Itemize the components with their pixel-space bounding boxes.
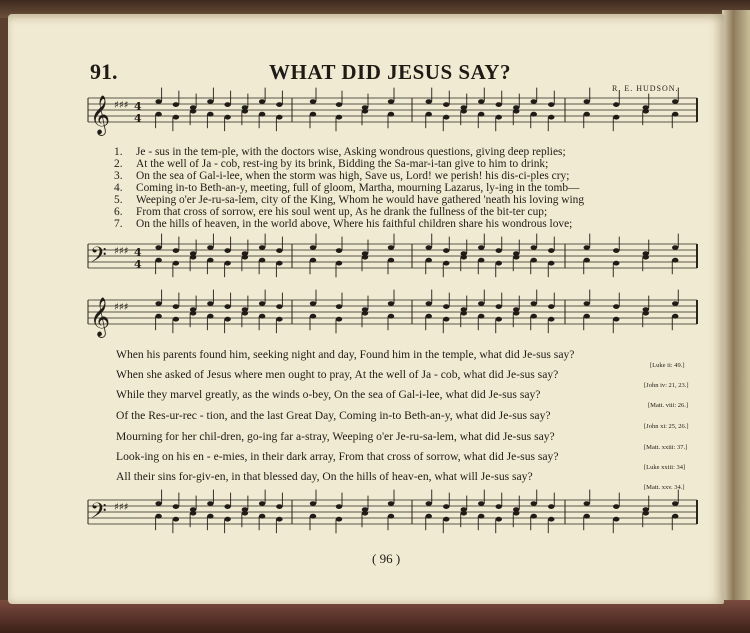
note-head — [426, 301, 432, 306]
note-head — [426, 258, 432, 263]
note-head — [242, 311, 248, 316]
note-head — [362, 511, 368, 516]
note-head — [531, 514, 537, 519]
note-head — [173, 317, 179, 322]
scripture-reference-5: [Matt. xxiii: 37.] — [644, 444, 688, 451]
note-head — [276, 304, 282, 309]
key-signature: ♯♯♯ — [114, 502, 129, 513]
note-head — [173, 504, 179, 509]
note-head — [173, 115, 179, 120]
note-head — [461, 311, 467, 316]
note-head — [426, 245, 432, 250]
note-head — [155, 258, 161, 263]
key-signature: ♯♯♯ — [114, 246, 129, 257]
note-head — [672, 301, 678, 306]
time-signature: 4 — [134, 258, 142, 271]
note-head — [207, 314, 213, 319]
note-head — [548, 248, 554, 253]
note-head — [531, 258, 537, 263]
note-head — [584, 245, 590, 250]
note-head — [496, 261, 502, 266]
note-head — [584, 501, 590, 506]
note-head — [443, 115, 449, 120]
note-head — [496, 102, 502, 107]
note-head — [190, 511, 196, 516]
verse-line-7: 7. On the hills of heaven, in the world above, Where his faithful children share his wondrous love; — [114, 218, 573, 230]
note-head — [496, 115, 502, 120]
note-head — [224, 317, 230, 322]
note-head — [461, 109, 467, 114]
note-head — [336, 261, 342, 266]
refrain-line-7: All their sins for-giv-en, in that blessed day, On the hills of heav-en, what will Je-sus say? — [116, 470, 533, 483]
note-head — [224, 504, 230, 509]
note-head — [443, 102, 449, 107]
note-head — [426, 112, 432, 117]
note-head — [362, 311, 368, 316]
note-head — [478, 314, 484, 319]
note-head — [672, 501, 678, 506]
note-head — [548, 304, 554, 309]
note-head — [584, 258, 590, 263]
note-head — [478, 245, 484, 250]
note-head — [443, 248, 449, 253]
note-head — [173, 102, 179, 107]
note-head — [155, 245, 161, 250]
note-head — [613, 248, 619, 253]
note-head — [155, 501, 161, 506]
scripture-reference-1: [Luke ii: 49.] — [650, 362, 685, 369]
note-head — [207, 514, 213, 519]
note-head — [461, 511, 467, 516]
note-head — [613, 115, 619, 120]
note-head — [478, 99, 484, 104]
note-head — [388, 258, 394, 263]
note-head — [461, 255, 467, 260]
note-head — [155, 514, 161, 519]
note-head — [388, 112, 394, 117]
note-head — [310, 245, 316, 250]
note-head — [548, 102, 554, 107]
note-head — [336, 102, 342, 107]
note-head — [336, 517, 342, 522]
note-head — [224, 261, 230, 266]
note-head — [276, 248, 282, 253]
note-head — [672, 258, 678, 263]
note-head — [513, 511, 519, 516]
note-head — [259, 314, 265, 319]
note-head — [259, 501, 265, 506]
composer-credit: R. E. HUDSON. — [612, 84, 679, 93]
note-head — [276, 261, 282, 266]
note-head — [443, 517, 449, 522]
scripture-reference-4: [John xi: 25, 26.] — [644, 423, 689, 430]
note-head — [224, 304, 230, 309]
note-head — [613, 304, 619, 309]
refrain-line-6: Look-ing on his en - e-mies, in their dark array, From that cross of sorrow, what did Je-sus say? — [116, 450, 559, 463]
note-head — [388, 501, 394, 506]
note-head — [388, 245, 394, 250]
note-head — [388, 301, 394, 306]
verse-line-2: 2. At the well of Ja - cob, rest-ing by its brink, Bidding the Sa-mar-i-tan give to him to drink; — [114, 158, 549, 170]
verse-line-5: 5. Weeping o'er Je-ru-sa-lem, city of the King, Whom he would have gathered 'neath his loving wing — [114, 194, 585, 206]
note-head — [242, 255, 248, 260]
note-head — [310, 301, 316, 306]
note-head — [155, 301, 161, 306]
note-head — [388, 314, 394, 319]
note-head — [443, 304, 449, 309]
note-head — [173, 248, 179, 253]
page-number: ( 96 ) — [372, 551, 401, 566]
note-head — [224, 517, 230, 522]
note-head — [496, 317, 502, 322]
hymn-title: WHAT DID JESUS SAY? — [269, 60, 511, 84]
note-head — [672, 112, 678, 117]
note-head — [531, 301, 537, 306]
note-head — [190, 109, 196, 114]
note-head — [443, 504, 449, 509]
note-head — [672, 514, 678, 519]
note-head — [388, 514, 394, 519]
note-head — [643, 255, 649, 260]
note-head — [190, 311, 196, 316]
note-head — [259, 245, 265, 250]
note-head — [672, 99, 678, 104]
note-head — [584, 301, 590, 306]
key-signature: ♯♯♯ — [114, 302, 129, 313]
bass-clef: 𝄢 — [90, 499, 107, 529]
note-head — [443, 317, 449, 322]
note-head — [478, 258, 484, 263]
note-head — [584, 112, 590, 117]
note-head — [173, 517, 179, 522]
note-head — [207, 301, 213, 306]
note-head — [190, 255, 196, 260]
scripture-reference-2: [John iv: 21, 23.] — [644, 382, 689, 389]
note-head — [310, 258, 316, 263]
note-head — [478, 501, 484, 506]
scripture-reference-6: [Luke xxiii: 34] — [644, 464, 686, 471]
note-head — [173, 261, 179, 266]
note-head — [531, 245, 537, 250]
note-head — [310, 112, 316, 117]
note-head — [155, 314, 161, 319]
note-head — [531, 501, 537, 506]
note-head — [513, 311, 519, 316]
note-head — [613, 504, 619, 509]
key-signature: ♯♯♯ — [114, 100, 129, 111]
note-head — [388, 99, 394, 104]
note-head — [548, 517, 554, 522]
time-signature: 4 — [134, 100, 142, 113]
note-head — [224, 102, 230, 107]
verse-line-4: 4. Coming in-to Beth-an-y, meeting, full of gloom, Martha, mourning Lazarus, ly-ing in the tomb— — [114, 182, 580, 194]
refrain-line-3: While they marvel greatly, as the winds o-bey, On the sea of Gal-i-lee, what did Je-sus say? — [116, 388, 541, 401]
treble-clef: 𝄞 — [90, 297, 111, 337]
refrain-line-5: Mourning for her chil-dren, go-ing far a-stray, Weeping o'er Je-ru-sa-lem, what did Je-sus say? — [116, 430, 555, 443]
note-head — [531, 314, 537, 319]
hymn-number: 91. — [90, 59, 118, 84]
refrain-line-1: When his parents found him, seeking night and day, Found him in the temple, what did Je-sus say? — [116, 348, 575, 361]
refrain-line-4: Of the Res-ur-rec - tion, and the last Great Day, Coming in-to Beth-an-y, what did Je-sus say? — [116, 409, 551, 422]
note-head — [276, 517, 282, 522]
note-head — [426, 501, 432, 506]
note-head — [496, 504, 502, 509]
note-head — [362, 109, 368, 114]
note-head — [478, 514, 484, 519]
note-head — [548, 115, 554, 120]
note-head — [478, 301, 484, 306]
note-head — [310, 99, 316, 104]
note-head — [259, 258, 265, 263]
note-head — [426, 314, 432, 319]
note-head — [155, 99, 161, 104]
time-signature: 4 — [134, 112, 142, 125]
note-head — [672, 245, 678, 250]
note-head — [173, 304, 179, 309]
scripture-reference-7: [Matt. xxv. 34.] — [644, 484, 685, 491]
note-head — [207, 501, 213, 506]
note-head — [242, 109, 248, 114]
verse-line-3: 3. On the sea of Gal-i-lee, when the storm was high, Save us, Lord! we perish! his dis-ci-ples cry; — [114, 170, 570, 182]
note-head — [513, 109, 519, 114]
refrain-line-2: When she asked of Jesus where men ought to pray, At the well of Ja - cob, what did Je-sus say? — [116, 368, 559, 381]
note-head — [443, 261, 449, 266]
note-head — [548, 261, 554, 266]
note-head — [548, 317, 554, 322]
note-head — [336, 115, 342, 120]
note-head — [276, 504, 282, 509]
note-head — [584, 514, 590, 519]
bass-clef: 𝄢 — [90, 243, 107, 273]
note-head — [531, 99, 537, 104]
verse-line-1: 1. Je - sus in the tem-ple, with the doctors wise, Asking wondrous questions, giving deep replies; — [114, 146, 566, 158]
note-head — [362, 255, 368, 260]
note-head — [336, 304, 342, 309]
note-head — [613, 317, 619, 322]
note-head — [478, 112, 484, 117]
note-head — [643, 511, 649, 516]
note-head — [224, 248, 230, 253]
treble-clef: 𝄞 — [90, 95, 111, 135]
note-head — [276, 102, 282, 107]
note-head — [310, 314, 316, 319]
note-head — [310, 501, 316, 506]
note-head — [513, 255, 519, 260]
note-head — [207, 245, 213, 250]
note-head — [259, 99, 265, 104]
note-head — [259, 112, 265, 117]
note-head — [259, 301, 265, 306]
note-head — [426, 514, 432, 519]
note-head — [426, 99, 432, 104]
note-head — [207, 99, 213, 104]
note-head — [310, 514, 316, 519]
note-head — [276, 317, 282, 322]
note-head — [531, 112, 537, 117]
note-head — [613, 517, 619, 522]
note-head — [207, 258, 213, 263]
verse-line-6: 6. From that cross of sorrow, ere his soul went up, As he drank the fullness of the bit-ter cup; — [114, 206, 548, 218]
note-head — [584, 314, 590, 319]
note-head — [613, 261, 619, 266]
note-head — [336, 504, 342, 509]
note-head — [242, 511, 248, 516]
note-head — [224, 115, 230, 120]
note-head — [672, 314, 678, 319]
note-head — [643, 109, 649, 114]
note-head — [207, 112, 213, 117]
note-head — [613, 102, 619, 107]
note-head — [336, 248, 342, 253]
note-head — [584, 99, 590, 104]
time-signature: 4 — [134, 246, 142, 259]
note-head — [336, 317, 342, 322]
note-head — [496, 517, 502, 522]
note-head — [548, 504, 554, 509]
scripture-reference-3: [Matt. viii: 26.] — [648, 402, 689, 409]
note-head — [496, 304, 502, 309]
note-head — [259, 514, 265, 519]
note-head — [496, 248, 502, 253]
note-head — [155, 112, 161, 117]
note-head — [643, 311, 649, 316]
note-head — [276, 115, 282, 120]
